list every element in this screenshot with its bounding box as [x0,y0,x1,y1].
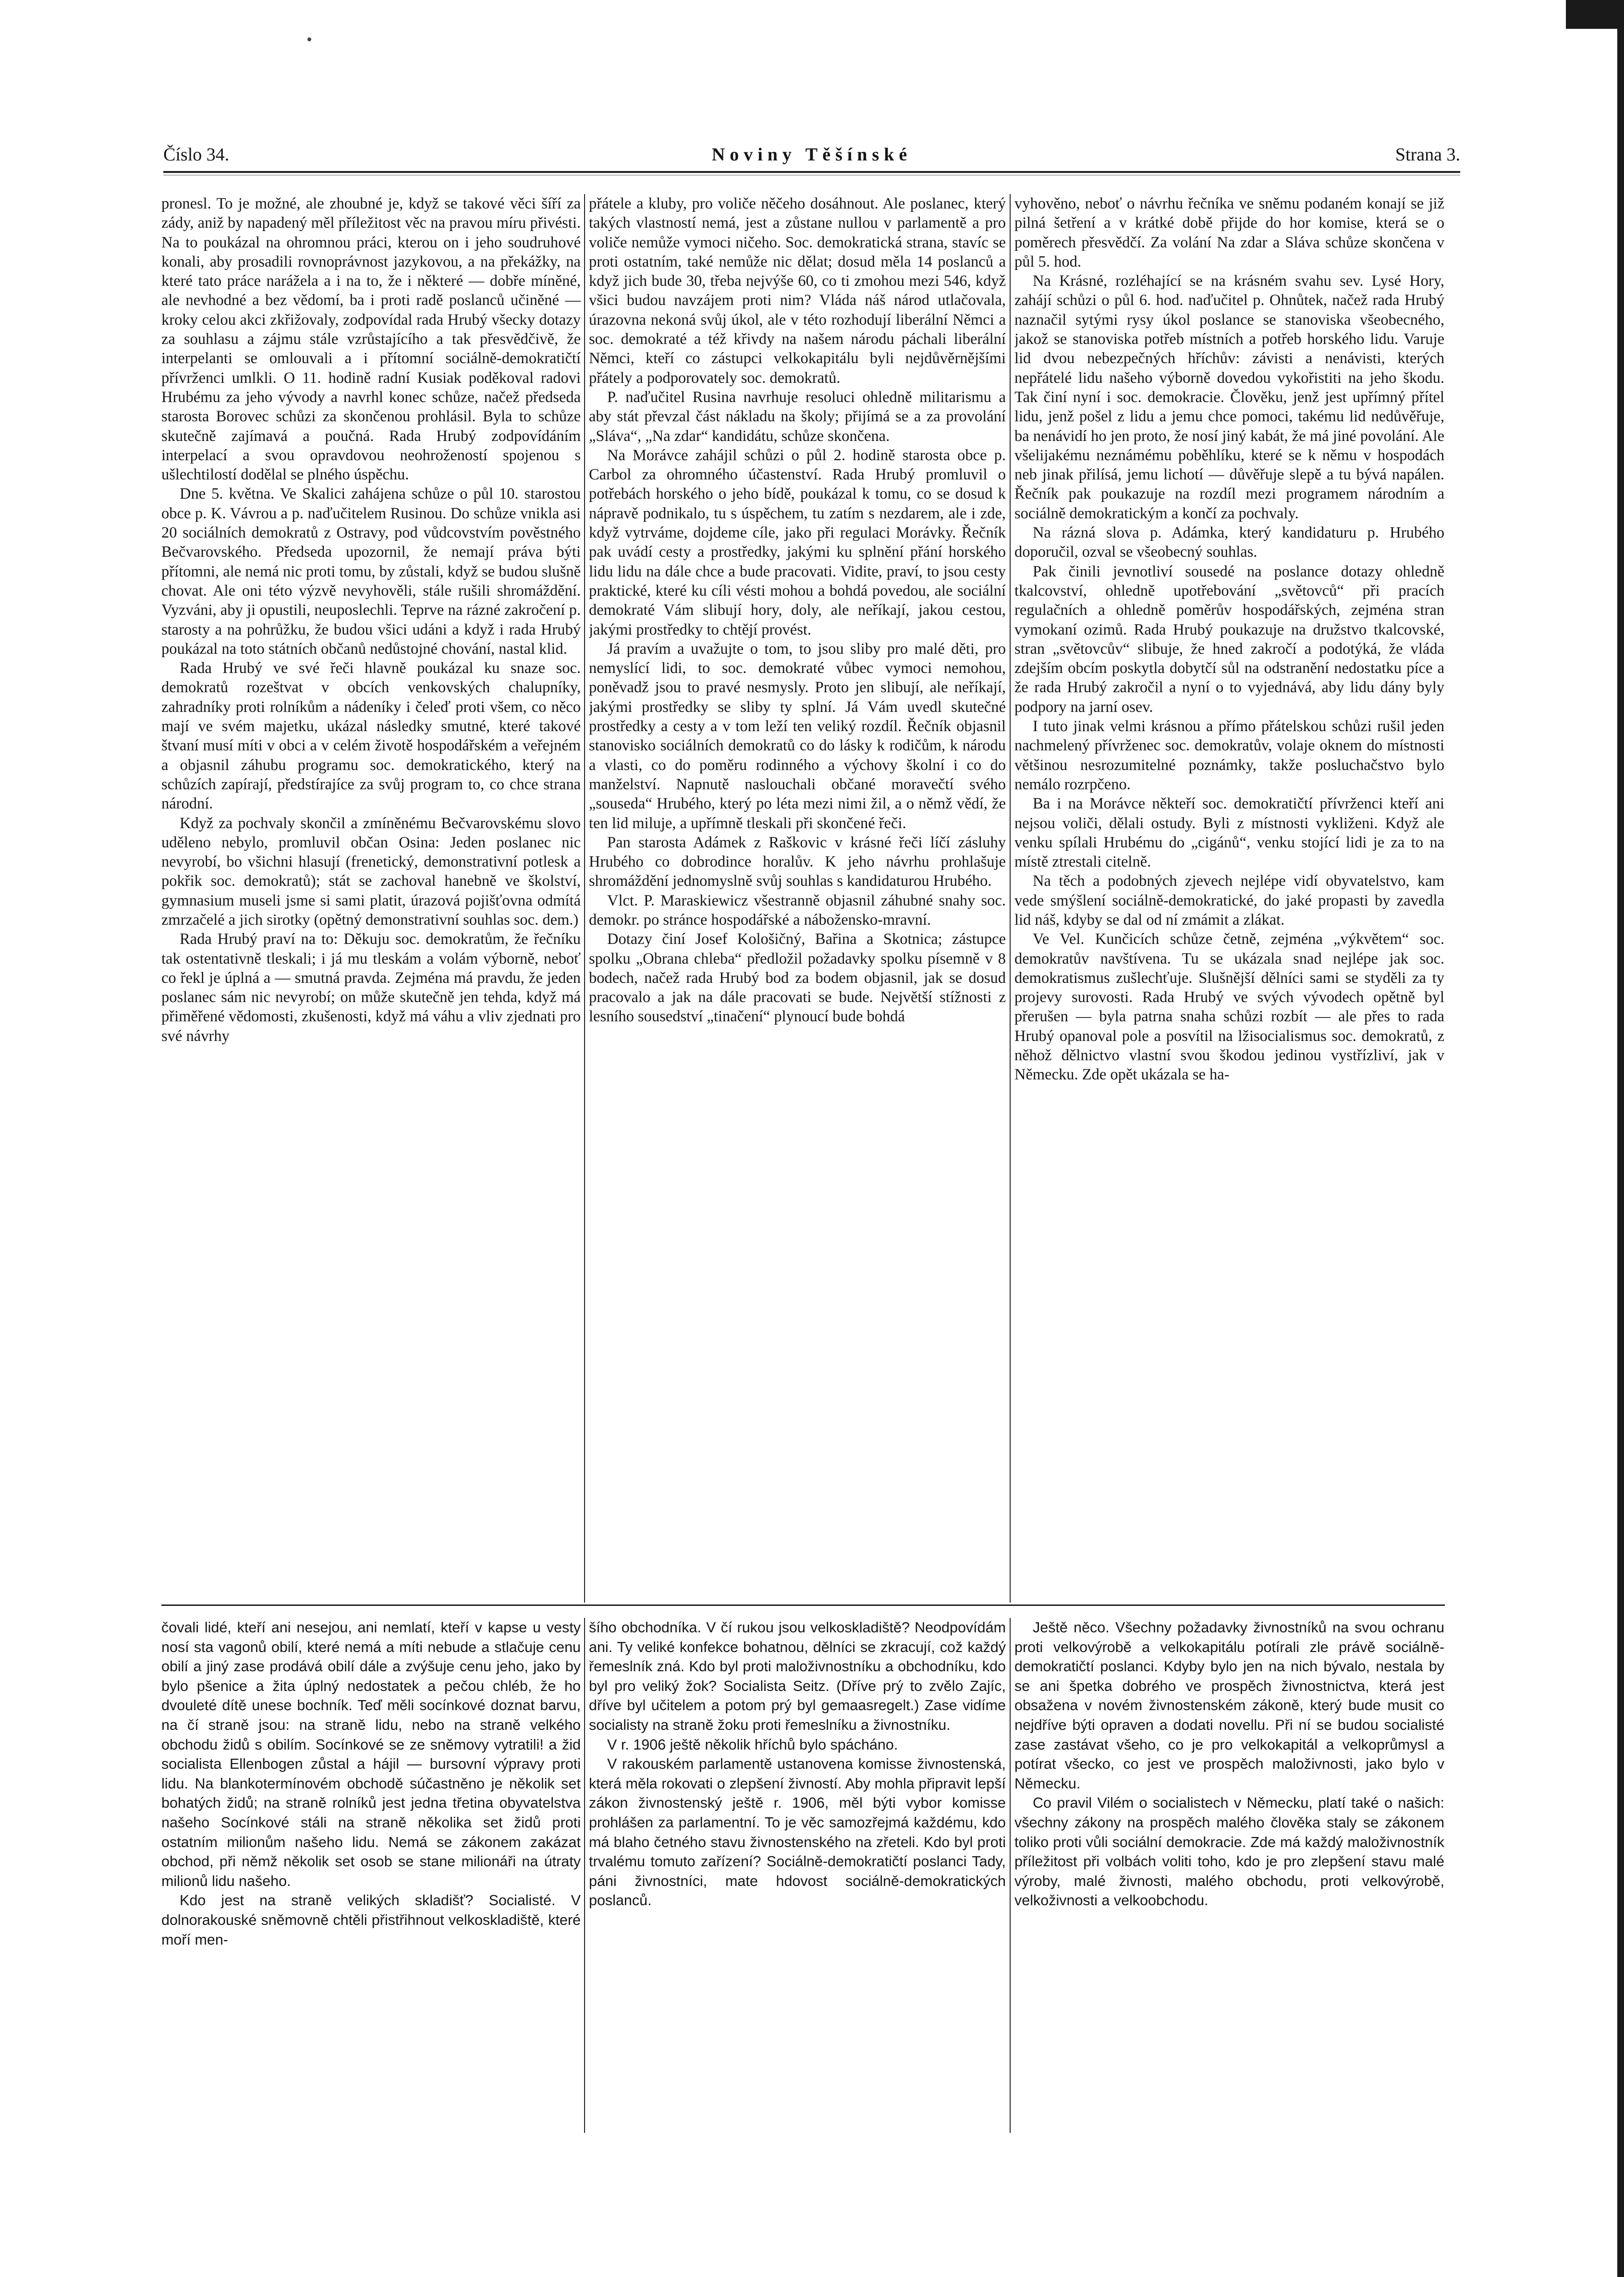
paragraph: Na Morávce zahájil schůzi o půl 2. hodině starosta obce p. Carbol za ohromného účastenství. Rada Hrubý promluvil o potřebách horského o jeho bídě, poukázal k tomu, co se dosud k nápravě podnikalo, tu s úspěchem, tu zatím s nezdarem, ale i zde, když vytrváme, dojdeme cíle, jako při regulaci Morávky. Řečník pak uvádí cesty a prostředky, jakými ku splnění přání horského lidu lidu na dále chce a bude pracovati. Vidite, praví, to jsou cesty praktické, které ku cíli vésti mohou a bohdá povedou, ale sociální demokraté Vám slibují hory, doly, ale neříkají, jakou cestou, jakými prostředky to chtějí provést. [589,446,1006,638]
page-number: Strana 3. [1395,145,1460,165]
paragraph: Pan starosta Adámek z Raškovic v krásné řeči líčí zásluhy Hrubého co dobrodince horalův. K jeho návrhu prohlašuje shromáždění jednomyslně svůj souhlas s kandidaturou Hrubého. [589,833,1006,890]
paragraph: Pak činili jevnotliví sousedé na poslance dotazy ohledně tkalcovství, ohledně upotřebování „světovců“ při pracích regulačních a ohledně poměrův hospodářských, zejména stran vymokaní ozimů. Rada Hrubý poukazuje na družstvo tkalcovské, stran „světovcův“ slibuje, že hned zakročí a podotýká, že vláda zdejším obcím poskytla dobytčí sůl na odstranění nedostatku píce a že rada Hrubý zakročil a nyní o to vyjednává, aby lidu dány byly podpory na jarní osev. [1014,563,1444,716]
article-column-2 [589,194,1006,1603]
paragraph: čovali lidé, kteří ani nesejou, ani nemlatí, kteří v kapse u vesty nosí sta vagonů obilí, které nemá a míti nebude a stlačuje cenu obilí a jiný zase prodává obilí dále a zvýšuje cenu jeho, jako by bylo pšenice a žita úplný nedostatek a pečou chléb, že ho dvouleté dítě unese bochník. Teď měli socínkové doznat barvu, na čí straně jsou: na straně lidu, nebo na straně velkého obchodu židů s obilím. Socínkové se ze sněmovy vytratili! a žid socialista Ellenbogen zůstal a hájil — bursovní výpravy proti lidu. Na blankotermínovém obchodě súčastněno je několik set bohatých židů; na straně rolníků jest jedna třetina obyvatelstva našeho Socínkové stáli na straně několika set židů proti ostatním milionům našeho lidu. Nemá se zákonem zakázat obchod, při němž několik set osob se stane milionáři na útraty milionů lidu našeho. [161,1619,581,1889]
paragraph: Já pravím a uvažujte o tom, to jsou sliby pro malé děti, pro nemyslící lidi, to soc. demokraté vůbec vymoci nemohou, poněvadž jsou to pravé nesmysly. Proto jen slibují, ale neříkají, jakými prostředky se sliby ty splní. Já Vám uvedl skutečné prostředky a cesty a v tom leží ten veliký rozdíl. Řečník objasnil stanovisko sociálních demokratů co do lásky k rodičům, k národu a vlasti, co do poměru rodinného a výchovy školní i co do manželství. Napnutě naslouchali občané moravečtí svého „souseda“ Hrubého, který po léta mezi nimi žil, a o němž vědí, že ten lid miluje, a upřímně tleskali při skončené řeči. [589,640,1006,832]
bottom-column-2 [589,1618,1006,2133]
paragraph: I tuto jinak velmi krásnou a přímo přátelskou schůzi rušil jeden nachmelený přívrženec soc. demokratův, volaje oknem do místnosti většinou nesrozumitelné poznámky, takže posluchačstvo bylo nemálo rozrpčeno. [1014,718,1444,793]
paragraph: Dne 5. května. Ve Skalici zahájena schůze o půl 10. starostou obce p. K. Vávrou a p. naďučitelem Rusinou. Do schůze vnikla asi 20 sociálních demokratů z Ostravy, pod vůdcovstvím pověstného Bečvarovského. Předseda upozornil, že nemají práva býti přítomni, ale nemá nic proti tomu, by zůstali, když se budou slušně chovat. Ale oni této výzvě nevyhověli, stále rušili shromáždění. Vyzváni, aby ji opustili, neuposlechli. Teprve na rázné zakročení p. starosty a na pohrůžku, že budou všici udáni a když i rada Hrubý poukázal na toto státních občanů nedůstojné chování, nastal klid. [161,485,581,658]
paragraph: Dotazy činí Josef Kološičný, Bařina a Skotnica; zástupce spolku „Obrana chleba“ předložil požadavky spolku písemně v 8 bodech, načež rada Hrubý bod za bodem objasnil, jak se dosud pracovalo a jak na dále pracovati se bude. Největší stížnosti z lesního sousedství „tinačení“ plynoucí bude bohdá [589,930,1006,1026]
column-rule [584,1618,585,2133]
bottom-column-3 [1014,1618,1444,2133]
paragraph: vyhověno, neboť o návrhu řečníka ve sněmu podaném konají se již pilná šetření a v krátké době přijde do hor komise, která se o poměrech přesvědčí. Za volání Na zdar a Sláva schůze skončena v půl 5. hod. [1014,195,1444,270]
article-column-3 [1014,194,1444,1603]
paragraph: Když za pochvaly skončil a zmíněnému Bečvarovskému slovo uděleno nebylo, promluvil občan Osina: Jeden poslanec nic nevyrobí, bo všichni hlasují (frenetický, demonstrativní potlesk a pokřik soc. demokratů); stát se zachoval hanebně ve školství, gymnasium museli jsme si sami platit, úrazová pojišťovna odmítá zmrzačelé a jich sirotky (opětný demonstrativní souhlas soc. dem.) [161,814,581,929]
paragraph: V r. 1906 ještě několik hříchů bylo spácháno. [607,1736,898,1753]
paragraph: Rada Hrubý ve své řeči hlavně poukázal ku snaze soc. demokratů rozeštvat v obcích venkovských chalupníky, zahradníky proti rolníkům a nádeníky i čeleď proti všem, co něco mají ve svém majetku, ukázal následky smutné, které takové štvaní musí míti v obci a v celém životě hospodářském a veřejném a objasnil záhubu programu soc. demokratického, který na schůzích zapírají, předstírajíce za svůj program to, co chce strana národní. [161,660,581,813]
paragraph: Ba i na Morávce někteří soc. demokratičtí přívrženci kteří ani nejsou voliči, dělali ostudy. Byli z místnosti vykliženi. Když ale venku spílali Hrubému do „cigánů“, venku stojící lidi je za to na místě ztrestali citelně. [1014,795,1444,871]
newspaper-title: Noviny Těšínské [711,145,912,165]
paragraph: Kdo jest na straně velikých skladišť? Socialisté. V dolnorakouské sněmovně chtěli přistřihnout velkoskladiště, které moří men- [161,1892,581,1948]
header-rule [163,171,1460,173]
paragraph: Vlct. P. Maraskiewicz všestranně objasnil záhubné snahy soc. demokr. po stránce hospodářské a nábožensko-mravní. [589,892,1006,929]
scan-border-top [1566,0,1624,29]
column-rule [1010,194,1011,1603]
paragraph: Rada Hrubý praví na to: Děkuju soc. demokratům, že řečníku tak ostentativně tleskali; i já mu tleskám a volám výborně, neboť co řekl je úplná a — smutná pravda. Zejména má pravdu, že jeden poslanec sám nic nevyrobí; on může skutečně jen tehda, když má přiměřené vědomosti, zkušenosti, když má váhu a vliv zjednati pro své návrhy [161,930,581,1045]
paragraph: P. naďučitel Rusina navrhuje resoluci ohledně militarismu a aby stát převzal část nákladu na školy; přijímá se a za provolání „Sláva“, „Na zdar“ kandidátu, schůze skončena. [589,388,1006,445]
paragraph: Ve Vel. Kunčicích schůze četně, zejména „výkvětem“ soc. demokratův navštívena. Tu se ukázala snad nejlépe jak soc. demokratismus zušlechťuje. Slušnější dělníci sami se styděli za ty projevy surovosti. Rada Hrubý ve svých vývodech opětně byl přerušen — byla patrna snaha schůzi rozbít — ale přes to rada Hrubý opanoval pole a posvítil na lžisocialismus soc. demokratů, z něhož dělnictvo vlastní svou škodou jedinou vystřízliví, jak v Německu. Zde opět ukázala se ha- [1014,930,1444,1084]
scan-border-right [1617,0,1624,2277]
paragraph: Na těch a podobných zjevech nejlépe vidí obyvatelstvo, kam vede smýšlení sociálně-demokratické, do jaké propasti by zavedla lid náš, kdyby se dal od ní zmámit a zlákat. [1014,872,1444,929]
paragraph: pronesl. To je možné, ale zhoubné je, když se takové věci šíří za zády, aniž by napadený měl příležitost věc na pravou míru přivésti. Na to poukázal na ohromnou práci, kterou on i jeho soudruhové konali, aby prosadili rovnoprávnost jazykovou, a na překážky, na které tato práce narážela a i na to, že i některé — dobře míněné, ale nevhodné a bez vědomí, ba i proti radě poslanců učiněné — kroky celou akci zkřižovaly, zodpovídal rada Hrubý všecky dotazy za souhlasu a zájmu stále vzrůstajícího a tak přesvědčivě, že interpelanti se omlouvali a i přítomní sociálně-demokratičtí přívrženci umlkli. O 11. hodině radní Kusiak poděkoval radovi Hrubému za jeho vývody a navrhl konec schůze, načež předseda starosta Borovec schůzi za skončenou prohlásil. Byla to schůze skutečně zajímavá a poučná. Rada Hrubý zodpovídáním interpelací a svou opravdovou neohrožeností spojenou s ušlechtilostí dodělal se plného úspěchu. [161,195,581,484]
paragraph: přátele a kluby, pro voliče něčeho dosáhnout. Ale poslanec, který takých vlastností nemá, jest a zůstane nullou v parlamentě a pro voliče nemůže vymoci ničeho. Soc. demokratická strana, stavíc se proti ostatním, také nemůže nic dělat; dosud měla 14 poslanců a když jich bude 30, třeba nejvýše 60, co ti zmohou mezi 546, když všici budou navzájem proti nim? Vláda náš národ utlačovala, úrazovna nekoná svůj úkol, ale v této rozhodují liberální Němci a soc. demokraté a též křivdy na našem národu páchali liberální Němci, kteří co zástupci velkokapitálu byli nejdůvěrnějšími přátely a podporovately soc. demokratů. [589,195,1006,387]
issue-number: Číslo 34. [163,145,230,165]
column-rule [584,194,585,1603]
paragraph: V rakouském parlamentě ustanovena komisse živnostenská, která měla rokovati o zlepšení živností. Aby mohla připravit lepší zákon živnostenský ještě r. 1906, měl býti vybor komisse prohlášen za parlamentní. To je věc samozřejmá každému, kdo má blaho četného stavu živnostenského na zřeteli. Kdo byl proti trvalému tomuto zařízení? Sociálně-demokratičtí poslanci Tady, páni živnostníci, mate hdovost sociálně-demokratických poslanců. [589,1756,1006,1909]
scan-speck [307,37,311,41]
paragraph: šího obchodníka. V čí rukou jsou velkoskladiště? Neodpovídám ani. Ty veliké konfekce bohatnou, dělníci se zkracují, což každý řemeslník zná. Kdo byl proti maloživnostníku a obchodníku, kdo byl pro veliký žok? Socialista Seitz. (Dříve prý to zvělo Zajíc, dříve byl učitelem a potom prý byl gemaasregelt.) Zase vidíme socialisty na straně žoku proti řemeslníku a živnostníku. [589,1619,1006,1733]
column-rule [1010,1618,1011,2133]
paragraph: Na rázná slova p. Adámka, který kandidaturu p. Hrubého doporučil, ozval se všeobecný souhlas. [1014,524,1444,561]
page-header [163,144,1460,173]
paragraph: Na Krásné, rozléhající se na krásném svahu sev. Lysé Hory, zahájí schůzi o půl 6. hod. naďučitel p. Ohnůtek, načež rada Hrubý naznačil sytými rysy úkol poslance se stanoviska všeobecného, jakož se stanoviska potřeb místních a potřeb horského lidu. Varuje lid dvou nebezpečných hříchův: závisti a nenávisti, kterých nepřátelé lidu našeho výborně dovedou vykořistiti na jeho škodu. Tak činí nyní i soc. demokracie. Člověku, jenž jest upřímný přítel lidu, jenž pošel z lidu a jemu chce pomoci, takému lid nedůvěřuje, ba nenávidí ho jen proto, že nosí jiný kabát, že má jiné povolání. Ale všelijakému neznámému poběhlíku, které se k němu v hospodách neb jinak přilísá, jemu lichotí — důvěřuje slepě a tu bývá napálen. Řečník pak poukazuje na rozdíl mezi programem národním a sociálně demokratickým a končí za pochvaly. [1014,272,1444,522]
article-column-1 [161,194,581,1603]
paragraph: Ještě něco. Všechny požadavky živnostníků na svou ochranu proti velkovýrobě a velkokapitálu potírali zle právě sociálně-demokratičtí poslanci. Kdyby bylo jen na nich bývalo, nestala by se ani špetka dobrého ve prospěch živnostnictva, která jest obsažena v novém živnostenském zákoně, který bude musit co nejdříve býti opraven a dodati novellu. Při ní se budou socialisté zase zastávat všeho, co je pro velkokapitál a velkoprůmysl a potírat všecko, co jest ve prospěch maloživnosti, jako bylo v Německu. [1014,1619,1444,1792]
paragraph: Co pravil Vilém o socialistech v Německu, platí také o našich: všechny zákony na prospěch malého člověka staly se zákonem toliko proti vůli sociální demokracie. Zde má každý maloživnostník příležitost při volbách voliti toho, kdo je pro zlepšení stavu malé výroby, malé živnosti, malého obchodu, proti velkovýrobě, velkoživnosti a velkoobchodu. [1014,1795,1444,1909]
section-divider [161,1604,1445,1606]
bottom-column-1 [161,1618,581,2133]
